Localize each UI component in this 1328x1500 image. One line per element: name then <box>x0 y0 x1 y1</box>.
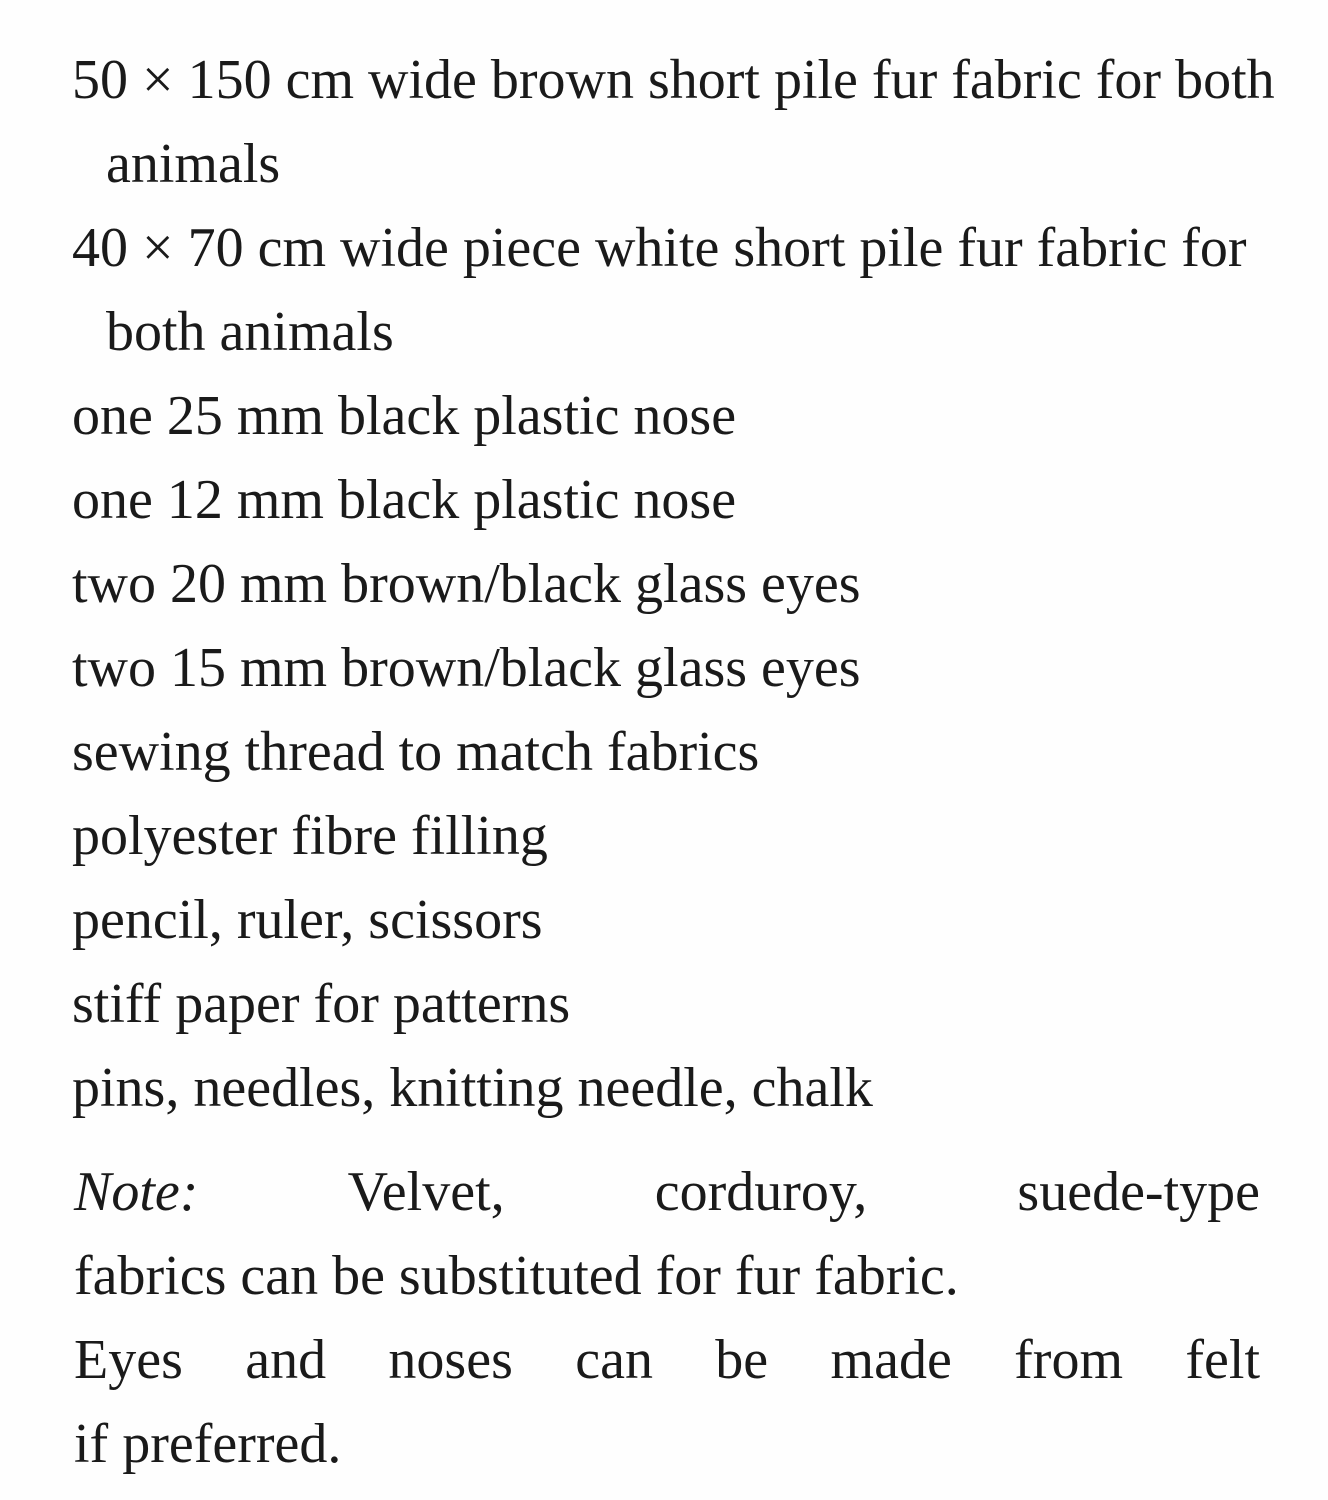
materials-item-sewing-thread: sewing thread to match fabrics <box>72 721 760 783</box>
materials-item-tools: pencil, ruler, scissors <box>72 889 543 951</box>
note-line-4: if preferred. <box>74 1413 342 1475</box>
materials-item-filling: polyester fibre filling <box>72 805 548 867</box>
materials-item-15mm-eyes: two 15 mm brown/black glass eyes <box>72 637 861 699</box>
note-line-2: fabrics can be substituted for fur fabric. <box>74 1245 959 1307</box>
materials-item-20mm-eyes: two 20 mm brown/black glass eyes <box>72 553 861 615</box>
note-label: Note: <box>74 1161 199 1223</box>
note-line-1 <box>74 1150 1260 1234</box>
materials-item-stiff-paper: stiff paper for patterns <box>72 973 571 1035</box>
materials-item-12mm-nose: one 12 mm black plastic nose <box>72 469 737 531</box>
materials-item-25mm-nose: one 25 mm black plastic nose <box>72 385 737 447</box>
note-paragraph <box>74 1150 1260 1486</box>
materials-item-white-fur: 40 × 70 cm wide piece white short pile fur fabric for both animals <box>72 217 1247 363</box>
materials-item-brown-fur: 50 × 150 cm wide brown short pile fur fabric for both animals <box>72 49 1275 195</box>
materials-list <box>72 38 1275 1130</box>
note-line-1-text: Velvet, corduroy, suede-type <box>347 1161 1260 1223</box>
note-line-3: Eyes and noses can be made from felt <box>74 1329 1260 1391</box>
materials-item-pins-needles: pins, needles, knitting needle, chalk <box>72 1057 873 1119</box>
